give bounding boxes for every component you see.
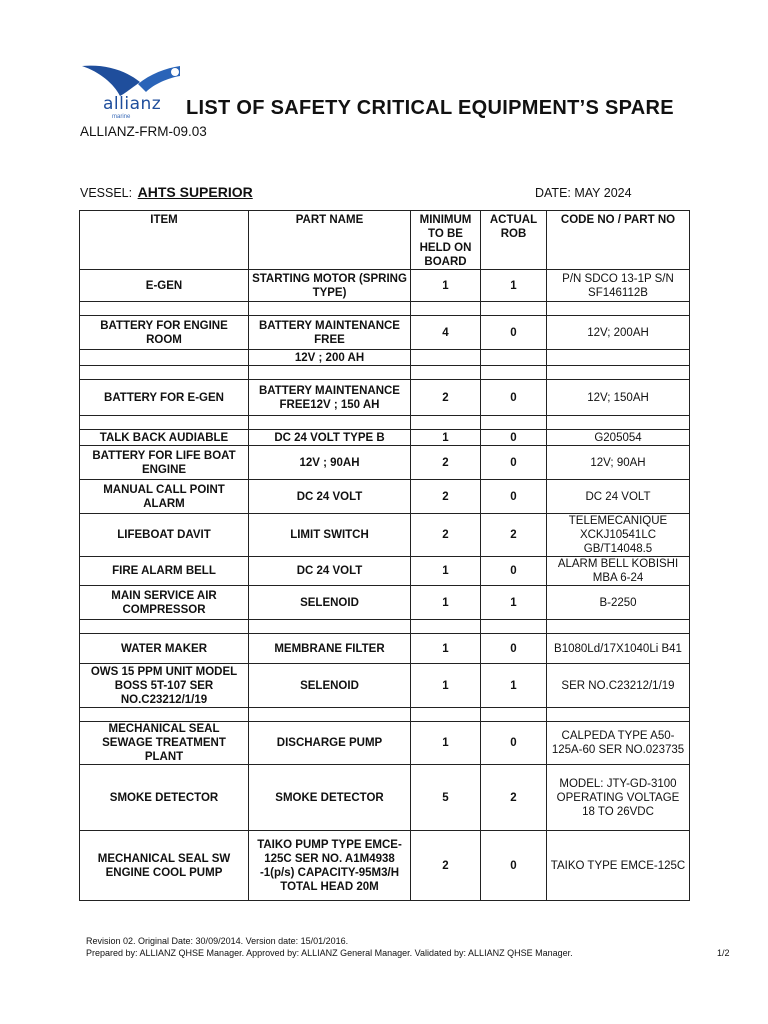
table-cell: 2 — [411, 480, 481, 514]
table-cell — [481, 708, 547, 722]
table-cell: 1 — [411, 430, 481, 446]
table-cell: LIFEBOAT DAVIT — [80, 514, 249, 557]
table-row — [80, 316, 690, 350]
table-cell — [411, 708, 481, 722]
table-cell: 12V; 200AH — [547, 316, 690, 350]
table-cell: MODEL: JTY-GD-3100 OPERATING VOLTAGE 18 TO 26VDC — [547, 765, 690, 831]
table-cell: 0 — [481, 831, 547, 901]
document-date: DATE: MAY 2024 — [535, 186, 632, 200]
table-cell — [80, 620, 249, 634]
table-cell: 1 — [411, 722, 481, 765]
table-cell — [547, 708, 690, 722]
table-cell — [481, 620, 547, 634]
table-cell: 0 — [481, 722, 547, 765]
spares-table — [79, 210, 690, 901]
table-cell — [80, 416, 249, 430]
table-cell: MAIN SERVICE AIR COMPRESSOR — [80, 586, 249, 620]
table-cell: 0 — [481, 634, 547, 664]
table-row — [80, 350, 690, 366]
table-cell: SER NO.C23212/1/19 — [547, 664, 690, 708]
table-cell — [411, 620, 481, 634]
table-cell: 12V ; 90AH — [249, 446, 411, 480]
table-cell — [547, 366, 690, 380]
vessel-name: AHTS SUPERIOR — [137, 184, 253, 200]
vessel-line — [80, 184, 253, 200]
table-cell: DC 24 VOLT — [547, 480, 690, 514]
table-cell: OWS 15 PPM UNIT MODEL BOSS 5T-107 SER NO.C23212/1/19 — [80, 664, 249, 708]
table-cell: 2 — [411, 514, 481, 557]
form-number: ALLIANZ-FRM-09.03 — [80, 124, 207, 139]
table-cell — [481, 350, 547, 366]
table-cell: 1 — [411, 634, 481, 664]
vessel-label: VESSEL: — [80, 186, 133, 200]
logo-subtext: marine — [112, 114, 131, 120]
table-cell: STARTING MOTOR (SPRING TYPE) — [249, 270, 411, 302]
table-cell: BATTERY FOR E-GEN — [80, 380, 249, 416]
table-cell: 2 — [481, 514, 547, 557]
table-header-row — [80, 211, 690, 270]
table-row — [80, 722, 690, 765]
table-cell: WATER MAKER — [80, 634, 249, 664]
table-cell: SELENOID — [249, 664, 411, 708]
footer-approvals: Prepared by: ALLIANZ QHSE Manager. Approved by: ALLIANZ General Manager. Validated by: ALLIANZ QHSE Manager. — [86, 948, 573, 958]
table-cell — [249, 302, 411, 316]
table-cell — [411, 416, 481, 430]
table-cell: DISCHARGE PUMP — [249, 722, 411, 765]
column-header-actual-rob: ACTUAL ROB — [481, 211, 547, 270]
table-cell: 2 — [481, 765, 547, 831]
table-cell: BATTERY MAINTENANCE FREE — [249, 316, 411, 350]
table-cell — [411, 366, 481, 380]
table-cell: MANUAL CALL POINT ALARM — [80, 480, 249, 514]
table-cell: LIMIT SWITCH — [249, 514, 411, 557]
table-cell: SELENOID — [249, 586, 411, 620]
table-cell — [547, 350, 690, 366]
table-row — [80, 480, 690, 514]
table-cell — [80, 366, 249, 380]
table-cell: FIRE ALARM BELL — [80, 557, 249, 586]
table-cell — [249, 708, 411, 722]
column-header-minimum: MINIMUM TO BE HELD ON BOARD — [411, 211, 481, 270]
table-cell: 12V; 90AH — [547, 446, 690, 480]
table-row — [80, 586, 690, 620]
table-cell: 2 — [411, 446, 481, 480]
table-cell: 1 — [411, 586, 481, 620]
table-cell: 0 — [481, 430, 547, 446]
table-cell: DC 24 VOLT TYPE B — [249, 430, 411, 446]
table-cell: 5 — [411, 765, 481, 831]
table-cell — [547, 416, 690, 430]
logo-wordmark: allianz — [103, 94, 162, 114]
table-cell: G205054 — [547, 430, 690, 446]
document-title: LIST OF SAFETY CRITICAL EQUIPMENT’S SPARE — [186, 97, 674, 119]
table-cell: P/N SDCO 13-1P S/N SF146112B — [547, 270, 690, 302]
column-header-item: ITEM — [80, 211, 249, 270]
table-cell: DC 24 VOLT — [249, 480, 411, 514]
table-cell: MECHANICAL SEAL SW ENGINE COOL PUMP — [80, 831, 249, 901]
table-cell: 0 — [481, 557, 547, 586]
table-cell: E-GEN — [80, 270, 249, 302]
table-cell: 12V ; 200 AH — [249, 350, 411, 366]
table-cell: B1080Ld/17X1040Li B41 — [547, 634, 690, 664]
table-cell: ALARM BELL KOBISHI MBA 6-24 — [547, 557, 690, 586]
table-cell — [80, 350, 249, 366]
table-cell: MEMBRANE FILTER — [249, 634, 411, 664]
table-cell: TELEMECANIQUE XCKJ10541LC GB/T14048.5 — [547, 514, 690, 557]
table-row — [80, 302, 690, 316]
table-cell: 0 — [481, 446, 547, 480]
table-cell: 2 — [411, 380, 481, 416]
table-row — [80, 514, 690, 557]
table-cell: BATTERY FOR ENGINE ROOM — [80, 316, 249, 350]
table-row — [80, 380, 690, 416]
table-row — [80, 634, 690, 664]
table-cell — [80, 708, 249, 722]
table-cell: 0 — [481, 380, 547, 416]
table-cell: TALK BACK AUDIABLE — [80, 430, 249, 446]
table-cell: 1 — [481, 664, 547, 708]
table-row — [80, 708, 690, 722]
table-row — [80, 416, 690, 430]
table-cell: 1 — [481, 586, 547, 620]
table-cell: 12V; 150AH — [547, 380, 690, 416]
table-row — [80, 765, 690, 831]
table-cell: TAIKO TYPE EMCE-125C — [547, 831, 690, 901]
table-cell: 1 — [411, 557, 481, 586]
table-cell: TAIKO PUMP TYPE EMCE-125C SER NO. A1M4938 -1(p/s) CAPACITY-95M3/H TOTAL HEAD 20M — [249, 831, 411, 901]
table-cell: SMOKE DETECTOR — [80, 765, 249, 831]
table-cell: 4 — [411, 316, 481, 350]
table-cell — [411, 350, 481, 366]
page-number: 1/2 — [717, 948, 730, 958]
table-cell — [80, 302, 249, 316]
table-cell — [547, 302, 690, 316]
table-cell: SMOKE DETECTOR — [249, 765, 411, 831]
table-row — [80, 366, 690, 380]
table-cell: BATTERY FOR LIFE BOAT ENGINE — [80, 446, 249, 480]
table-cell: BATTERY MAINTENANCE FREE12V ; 150 AH — [249, 380, 411, 416]
table-cell: 1 — [481, 270, 547, 302]
table-row — [80, 557, 690, 586]
table-cell: B-2250 — [547, 586, 690, 620]
table-cell: MECHANICAL SEAL SEWAGE TREATMENT PLANT — [80, 722, 249, 765]
column-header-part-name: PART NAME — [249, 211, 411, 270]
table-row — [80, 270, 690, 302]
table-cell: 1 — [411, 270, 481, 302]
table-cell — [547, 620, 690, 634]
table-cell — [481, 302, 547, 316]
table-cell — [249, 416, 411, 430]
table-row — [80, 831, 690, 901]
table-cell — [481, 366, 547, 380]
table-row — [80, 664, 690, 708]
table-cell: CALPEDA TYPE A50-125A-60 SER NO.023735 — [547, 722, 690, 765]
table-cell — [249, 620, 411, 634]
table-row — [80, 620, 690, 634]
table-cell — [481, 416, 547, 430]
table-cell: 1 — [411, 664, 481, 708]
footer-revision: Revision 02. Original Date: 30/09/2014. Version date: 15/01/2016. — [86, 936, 349, 946]
table-cell — [249, 366, 411, 380]
table-cell: 0 — [481, 480, 547, 514]
table-cell: 0 — [481, 316, 547, 350]
table-cell — [411, 302, 481, 316]
table-cell: DC 24 VOLT — [249, 557, 411, 586]
table-row — [80, 430, 690, 446]
table-row — [80, 446, 690, 480]
table-cell: 2 — [411, 831, 481, 901]
column-header-code-no: CODE NO / PART NO — [547, 211, 690, 270]
